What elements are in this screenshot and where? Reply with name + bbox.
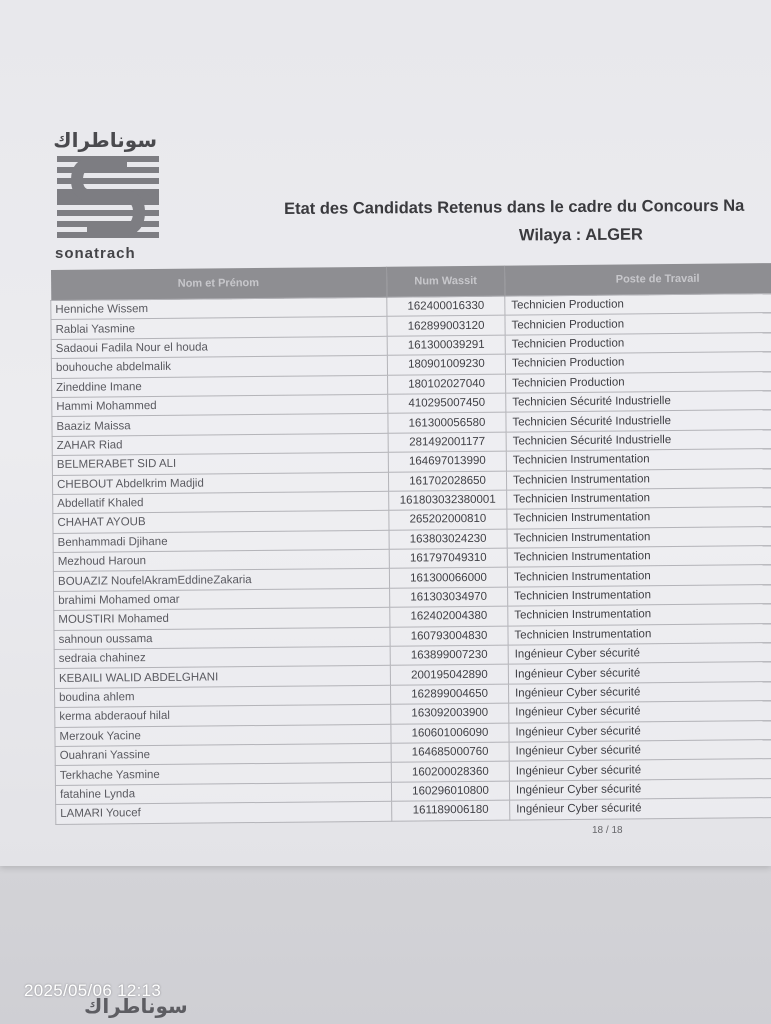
table-body bbox=[51, 293, 771, 824]
page-number: 18 / 18 bbox=[592, 825, 623, 836]
job-post: Technicien Sécurité Industrielle bbox=[506, 390, 771, 412]
wassit-number: 180102027040 bbox=[388, 374, 506, 395]
job-post: Technicien Production bbox=[506, 371, 771, 393]
wassit-number: 162899004650 bbox=[390, 684, 508, 705]
wassit-number: 160601006090 bbox=[391, 723, 509, 744]
wassit-number: 161702028650 bbox=[388, 471, 506, 492]
logo-latin-text: sonatrach bbox=[55, 245, 136, 262]
candidate-name: Merzouk Yacine bbox=[55, 724, 391, 747]
job-post: Technicien Instrumentation bbox=[507, 526, 771, 548]
job-post: Ingénieur Cyber sécurité bbox=[509, 700, 771, 722]
wassit-number: 410295007450 bbox=[388, 393, 506, 414]
document-subtitle: Wilaya : ALGER bbox=[518, 225, 643, 245]
job-post: Technicien Instrumentation bbox=[508, 603, 771, 625]
candidate-name: boudina ahlem bbox=[55, 685, 391, 708]
wassit-number: 281492001177 bbox=[388, 432, 506, 453]
wassit-number: 161797049310 bbox=[389, 548, 507, 569]
job-post: Ingénieur Cyber sécurité bbox=[508, 662, 771, 684]
candidate-name: LAMARI Youcef bbox=[56, 801, 392, 824]
job-post: Technicien Production bbox=[505, 351, 771, 373]
job-post: Technicien Sécurité Industrielle bbox=[506, 429, 771, 451]
wassit-number: 161303034970 bbox=[390, 587, 508, 608]
candidate-name: kerma abderaouf hilal bbox=[55, 704, 391, 727]
candidates-table-wrapper bbox=[50, 263, 771, 824]
wassit-number: 160296010800 bbox=[391, 781, 509, 802]
candidate-name: BELMERABET SID ALI bbox=[52, 452, 388, 475]
job-post: Ingénieur Cyber sécurité bbox=[509, 720, 771, 742]
candidate-name: Sadaoui Fadila Nour el houda bbox=[51, 336, 387, 359]
candidate-name: brahimi Mohamed omar bbox=[54, 588, 390, 611]
job-post: Technicien Instrumentation bbox=[507, 545, 771, 567]
document-title: Etat des Candidats Retenus dans le cadre du Concours Na bbox=[284, 196, 745, 218]
job-post: Technicien Instrumentation bbox=[508, 623, 771, 645]
candidate-name: bouhouche abdelmalik bbox=[51, 355, 387, 378]
candidate-name: sahnoun oussama bbox=[54, 627, 390, 650]
wassit-number: 161803032380001 bbox=[389, 490, 507, 511]
wassit-number: 164697013990 bbox=[388, 451, 506, 472]
candidate-name: MOUSTIRI Mohamed bbox=[54, 608, 390, 631]
wassit-number: 162402004380 bbox=[390, 606, 508, 627]
candidate-name: Mezhoud Haroun bbox=[53, 549, 389, 572]
job-post: Technicien Sécurité Industrielle bbox=[506, 410, 771, 432]
job-post: Technicien Production bbox=[505, 313, 771, 335]
photo-timestamp: 2025/05/06 12:13 bbox=[24, 981, 162, 1000]
job-post: Ingénieur Cyber sécurité bbox=[509, 759, 771, 781]
wassit-number: 160200028360 bbox=[391, 761, 509, 782]
wassit-number: 180901009230 bbox=[387, 354, 505, 375]
wassit-number: 164685000760 bbox=[391, 742, 509, 763]
candidate-name: Baaziz Maissa bbox=[52, 414, 388, 437]
candidate-name: Ouahrani Yassine bbox=[55, 743, 391, 766]
job-post: Technicien Instrumentation bbox=[507, 565, 771, 587]
wassit-number: 160793004830 bbox=[390, 626, 508, 647]
job-post: Technicien Instrumentation bbox=[508, 584, 771, 606]
wassit-number: 162400016330 bbox=[387, 296, 505, 317]
wassit-number: 162899003120 bbox=[387, 316, 505, 337]
candidate-name: Hammi Mohammed bbox=[52, 394, 388, 417]
candidate-name: fatahine Lynda bbox=[55, 782, 391, 805]
candidates-table bbox=[50, 263, 771, 825]
wassit-number: 163092003900 bbox=[391, 703, 509, 724]
job-post: Ingénieur Cyber sécurité bbox=[509, 778, 771, 800]
wassit-number: 163803024230 bbox=[389, 529, 507, 550]
job-post: Technicien Instrumentation bbox=[506, 448, 771, 470]
candidate-name: Terkhache Yasmine bbox=[55, 763, 391, 786]
candidate-name: KEBAILI WALID ABDELGHANI bbox=[54, 666, 390, 689]
candidate-name: CHEBOUT Abdelkrim Madjid bbox=[52, 472, 388, 495]
job-post: Ingénieur Cyber sécurité bbox=[508, 681, 771, 703]
job-post: Ingénieur Cyber sécurité bbox=[510, 797, 771, 819]
candidate-name: Henniche Wissem bbox=[51, 297, 387, 320]
candidate-name: Zineddine Imane bbox=[52, 375, 388, 398]
column-header-name: Nom et Prénom bbox=[50, 267, 386, 301]
wassit-number: 161300056580 bbox=[388, 412, 506, 433]
job-post: Technicien Instrumentation bbox=[507, 487, 771, 509]
sonatrach-emblem-icon bbox=[57, 156, 159, 238]
job-post: Technicien Instrumentation bbox=[506, 468, 771, 490]
logo-arabic-text: سوناطراك bbox=[53, 128, 157, 152]
column-header-num: Num Wassit bbox=[386, 266, 504, 298]
wassit-number: 161300066000 bbox=[389, 568, 507, 589]
wassit-number: 161189006180 bbox=[392, 800, 510, 821]
candidate-name: Benhammadi Djihane bbox=[53, 530, 389, 553]
wassit-number: 200195042890 bbox=[390, 665, 508, 686]
wassit-number: 161300039291 bbox=[387, 335, 505, 356]
job-post: Technicien Production bbox=[505, 293, 771, 315]
wassit-number: 163899007230 bbox=[390, 645, 508, 666]
wassit-number: 265202000810 bbox=[389, 509, 507, 530]
candidate-name: ZAHAR Riad bbox=[52, 433, 388, 456]
job-post: Ingénieur Cyber sécurité bbox=[509, 739, 771, 761]
candidate-name: BOUAZIZ NoufelAkramEddineZakaria bbox=[53, 569, 389, 592]
job-post: Technicien Instrumentation bbox=[507, 506, 771, 528]
sonatrach-logo bbox=[55, 128, 165, 262]
candidate-name: Abdellatif Khaled bbox=[53, 491, 389, 514]
column-header-post: Poste de Travail bbox=[504, 263, 771, 296]
bottom-logo-text: سوناطراك bbox=[84, 994, 188, 1018]
job-post: Ingénieur Cyber sécurité bbox=[508, 642, 771, 664]
job-post: Technicien Production bbox=[505, 332, 771, 354]
candidate-name: Rablai Yasmine bbox=[51, 317, 387, 340]
candidate-name: sedraia chahinez bbox=[54, 646, 390, 669]
candidate-name: CHAHAT AYOUB bbox=[53, 511, 389, 534]
